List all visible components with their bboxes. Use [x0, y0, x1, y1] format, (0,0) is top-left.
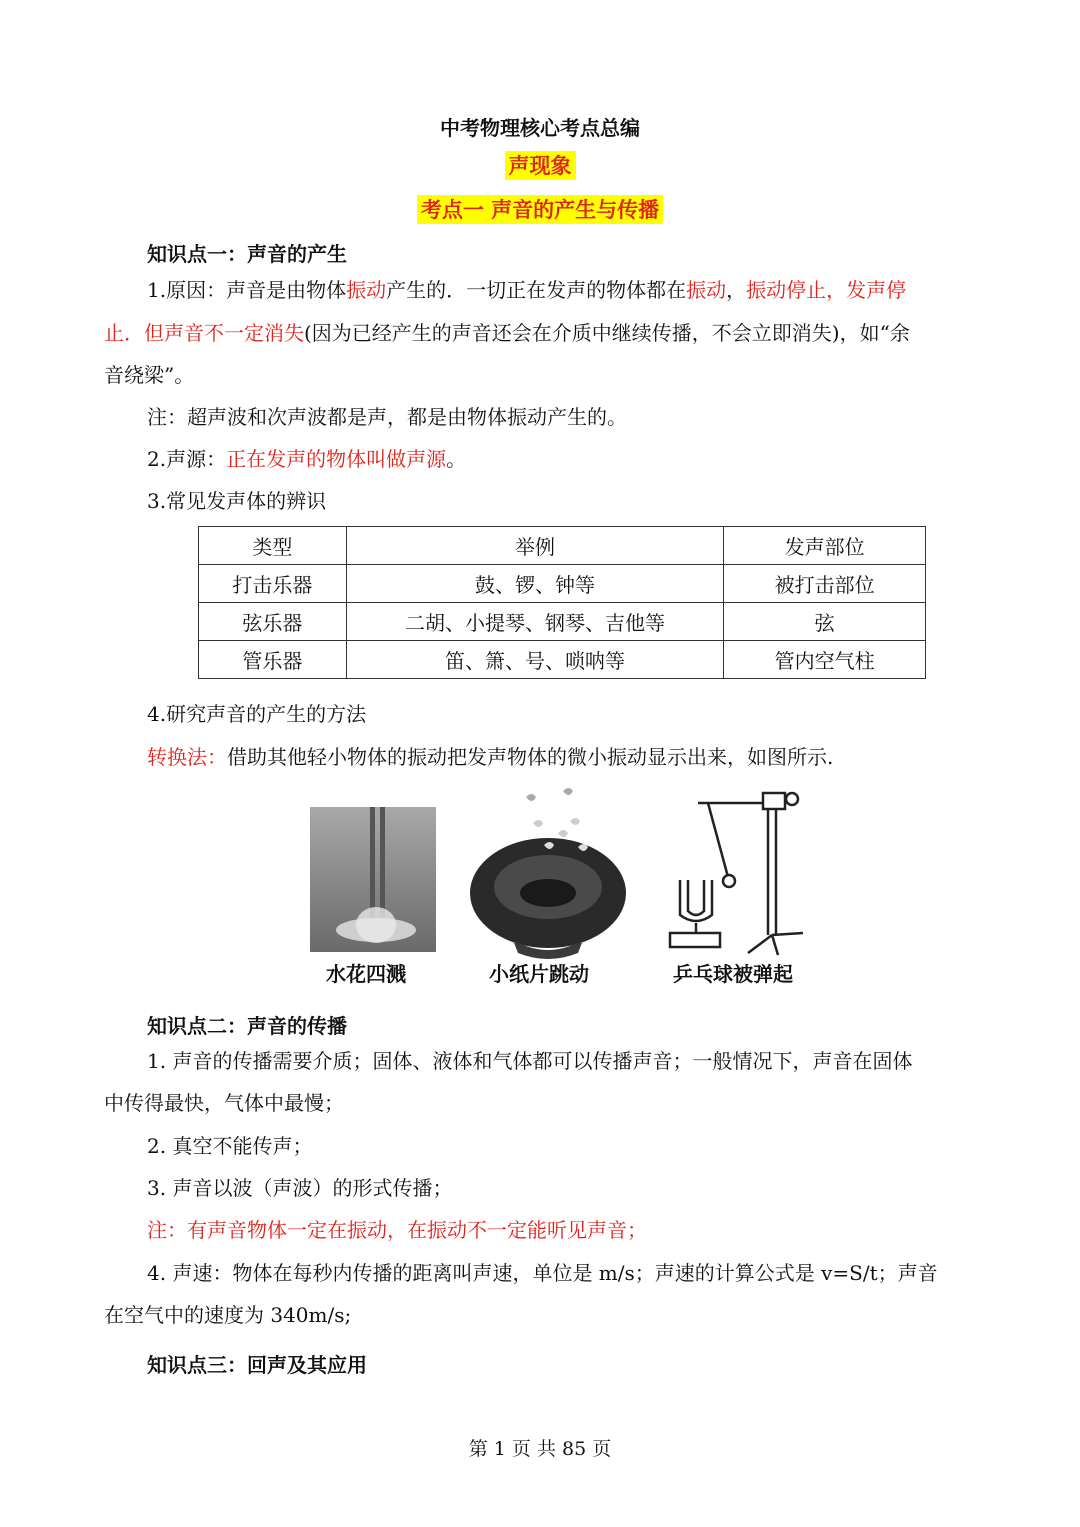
section-heading: 考点一 声音的产生与传播	[417, 195, 663, 224]
table-header-cell: 类型	[199, 527, 347, 565]
red-text-span: 振动	[346, 278, 387, 302]
kp1-para4: 4.研究声音的产生的方法	[147, 702, 367, 726]
kp2-heading: 知识点二：声音的传播	[147, 1014, 347, 1038]
table-row	[199, 565, 926, 603]
text-span: ，	[726, 278, 747, 302]
kp2-line4b: 在空气中的速度为 340m/s;	[104, 1303, 352, 1327]
table-cell: 弦	[724, 603, 926, 641]
chapter-heading: 声现象	[505, 151, 576, 180]
figure-caption: 小纸片跳动	[489, 962, 589, 986]
kp2-line3: 3. 声音以波（声波）的形式传播；	[147, 1176, 453, 1200]
text-span: 借助其他轻小物体的振动把发声物体的微小振动显示出来，如图所示.	[227, 745, 834, 769]
kp1-para1-line3: 音绕梁”。	[104, 363, 195, 387]
speaker-paper-illustration	[470, 788, 626, 959]
red-text-span: 止．但声音不一定消失	[104, 321, 304, 345]
kp3-heading: 知识点三：回声及其应用	[147, 1353, 367, 1377]
kp2-line1b: 中传得最快，气体中最慢；	[104, 1091, 344, 1115]
sound-source-table	[198, 526, 926, 679]
red-text-span: 振动	[686, 278, 727, 302]
table-cell: 管内空气柱	[724, 641, 926, 679]
text-span: 。	[446, 447, 467, 471]
chapter-heading-wrap	[0, 150, 1080, 180]
kp1-para1-line2	[104, 317, 910, 346]
red-text-span: 转换法：	[147, 745, 227, 769]
red-text-span: 正在发声的物体叫做声源	[226, 447, 447, 471]
table-row	[199, 603, 926, 641]
kp2-line2: 2. 真空不能传声；	[147, 1134, 313, 1158]
tuning-fork-ball-illustration	[670, 793, 803, 955]
red-text-span: 振动停止，发声停	[746, 278, 907, 302]
figure-caption: 乒乓球被弹起	[673, 962, 793, 986]
kp2-note: 注：有声音物体一定在振动，在振动不一定能听见声音；	[147, 1218, 647, 1242]
table-header-cell: 举例	[346, 527, 723, 565]
kp1-para3: 3.常见发声体的辨识	[147, 489, 327, 513]
table-cell: 弦乐器	[199, 603, 347, 641]
kp1-para1-line1	[147, 274, 906, 303]
table-cell: 打击乐器	[199, 565, 347, 603]
text-span: 1.原因：声音是由物体	[147, 278, 347, 302]
kp1-note: 注：超声波和次声波都是声，都是由物体振动产生的。	[147, 405, 627, 429]
page-footer: 第 1 页 共 85 页	[468, 1438, 612, 1460]
table-cell: 管乐器	[199, 641, 347, 679]
kp1-heading: 知识点一：声音的产生	[147, 242, 347, 266]
water-splash-illustration	[310, 807, 436, 952]
kp1-para2	[147, 443, 466, 472]
table-cell: 被打击部位	[724, 565, 926, 603]
table-header-cell: 发声部位	[724, 527, 926, 565]
text-span: (因为已经产生的声音还会在介质中继续传播，不会立即消失)，如“余	[304, 321, 910, 345]
table-row	[199, 641, 926, 679]
text-span: 产生的．一切正在发声的物体都在	[386, 278, 687, 302]
kp2-line4a: 4. 声速：物体在每秒内传播的距离叫声速，单位是 m/s；声速的计算公式是 v=S/t；声音	[147, 1261, 938, 1285]
table-cell: 笛、箫、号、唢呐等	[346, 641, 723, 679]
text-span: 2.声源：	[147, 447, 227, 471]
kp1-method	[147, 741, 833, 770]
document-title: 中考物理核心考点总编	[440, 116, 640, 140]
table-cell: 二胡、小提琴、钢琴、吉他等	[346, 603, 723, 641]
kp2-line1a: 1. 声音的传播需要介质；固体、液体和气体都可以传播声音；一般情况下，声音在固体	[147, 1049, 913, 1073]
table-header-row	[199, 527, 926, 565]
section-heading-wrap	[0, 194, 1080, 224]
figure-caption: 水花四溅	[326, 962, 406, 986]
table-cell: 鼓、锣、钟等	[346, 565, 723, 603]
